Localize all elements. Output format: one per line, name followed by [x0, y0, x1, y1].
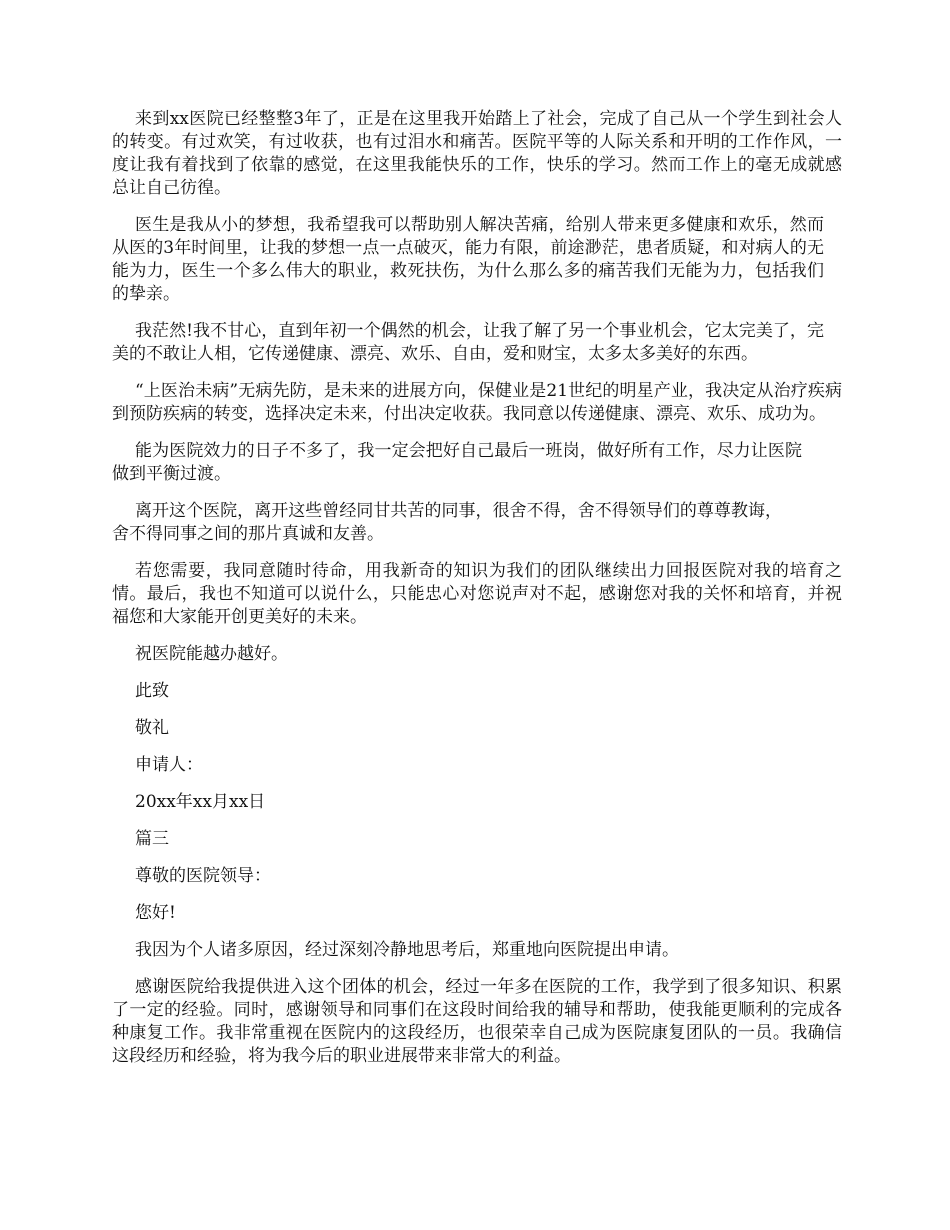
paragraph-4: “上医治未病”无病先防，是未来的进展方向，保健业是21世纪的明星产业，我决定从治疗疾病到预防疾病的转变，选择决定未来，付出决定收获。我同意以传递健康、漂亮、欢乐、成功为。	[112, 381, 842, 424]
paragraph-6: 离开这个医院，离开这些曾经同甘共苦的同事，很舍不得，舍不得领导们的尊尊教诲，舍不得同事之间的那片真诚和友善。	[112, 501, 782, 544]
closing-wish: 祝医院能越办越好。	[135, 644, 288, 664]
applicant-label: 申请人：	[135, 755, 203, 775]
paragraph-1: 来到xx医院已经整整3年了，正是在这里我开始踏上了社会，完成了自己从一个学生到社会人的转变。有过欢笑，有过收获，也有过泪水和痛苦。医院平等的人际关系和开明的工作作风，一度让我有着找到了依靠的感觉，在这里我能快乐的工作，快乐的学习。然而工作上的毫无成就感总让自己彷徨。	[112, 109, 842, 198]
paragraph-thanks: 感谢医院给我提供进入这个团体的机会，经过一年多在医院的工作，我学到了很多知识、积累了一定的经验。同时，感谢领导和同事们在这段时间给我的辅导和帮助，使我能更顺利的完成各种康复工作。我非常重视在医院内的这段经历，也很荣幸自己成为医院康复团队的一员。我确信这段经历和经验，将为我今后的职业进展带来非常大的利益。	[112, 977, 842, 1066]
section-title: 篇三	[135, 829, 169, 849]
salutation-zhizhi: 此致	[135, 681, 169, 701]
greeting-recipient: 尊敬的医院领导：	[135, 866, 271, 886]
paragraph-5: 能为医院效力的日子不多了，我一定会把好自己最后一班岗，做好所有工作，尽力让医院做到平衡过渡。	[112, 441, 802, 484]
paragraph-7: 若您需要，我同意随时待命，用我新奇的知识为我们的团队继续出力回报医院对我的培育之情。最后，我也不知道可以说什么，只能忠心对您说声对不起，感谢您对我的关怀和培育，并祝福您和大家能开创更美好的未来。	[112, 561, 842, 627]
paragraph-3: 我茫然!我不甘心，直到年初一个偶然的机会，让我了解了另一个事业机会，它太完美了，完美的不敢让人相，它传递健康、漂亮、欢乐、自由，爱和财宝，太多太多美好的东西。	[112, 321, 824, 364]
paragraph-request: 我因为个人诸多原因，经过深刻冷静地思考后，郑重地向医院提出申请。	[135, 940, 679, 960]
document-body	[112, 108, 842, 1082]
date-line: 20xx年xx月xx日	[135, 792, 266, 812]
paragraph-2: 医生是我从小的梦想，我希望我可以帮助别人解决苦痛，给别人带来更多健康和欢乐，然而从医的3年时间里，让我的梦想一点一点破灭，能力有限，前途渺茫，患者质疑，和对病人的无能为力，医生一个多么伟大的职业，救死扶伤，为什么那么多的痛苦我们无能为力，包括我们的挚亲。	[112, 215, 824, 304]
greeting-hello: 您好!	[135, 903, 176, 923]
salutation-jingli: 敬礼	[135, 718, 169, 738]
